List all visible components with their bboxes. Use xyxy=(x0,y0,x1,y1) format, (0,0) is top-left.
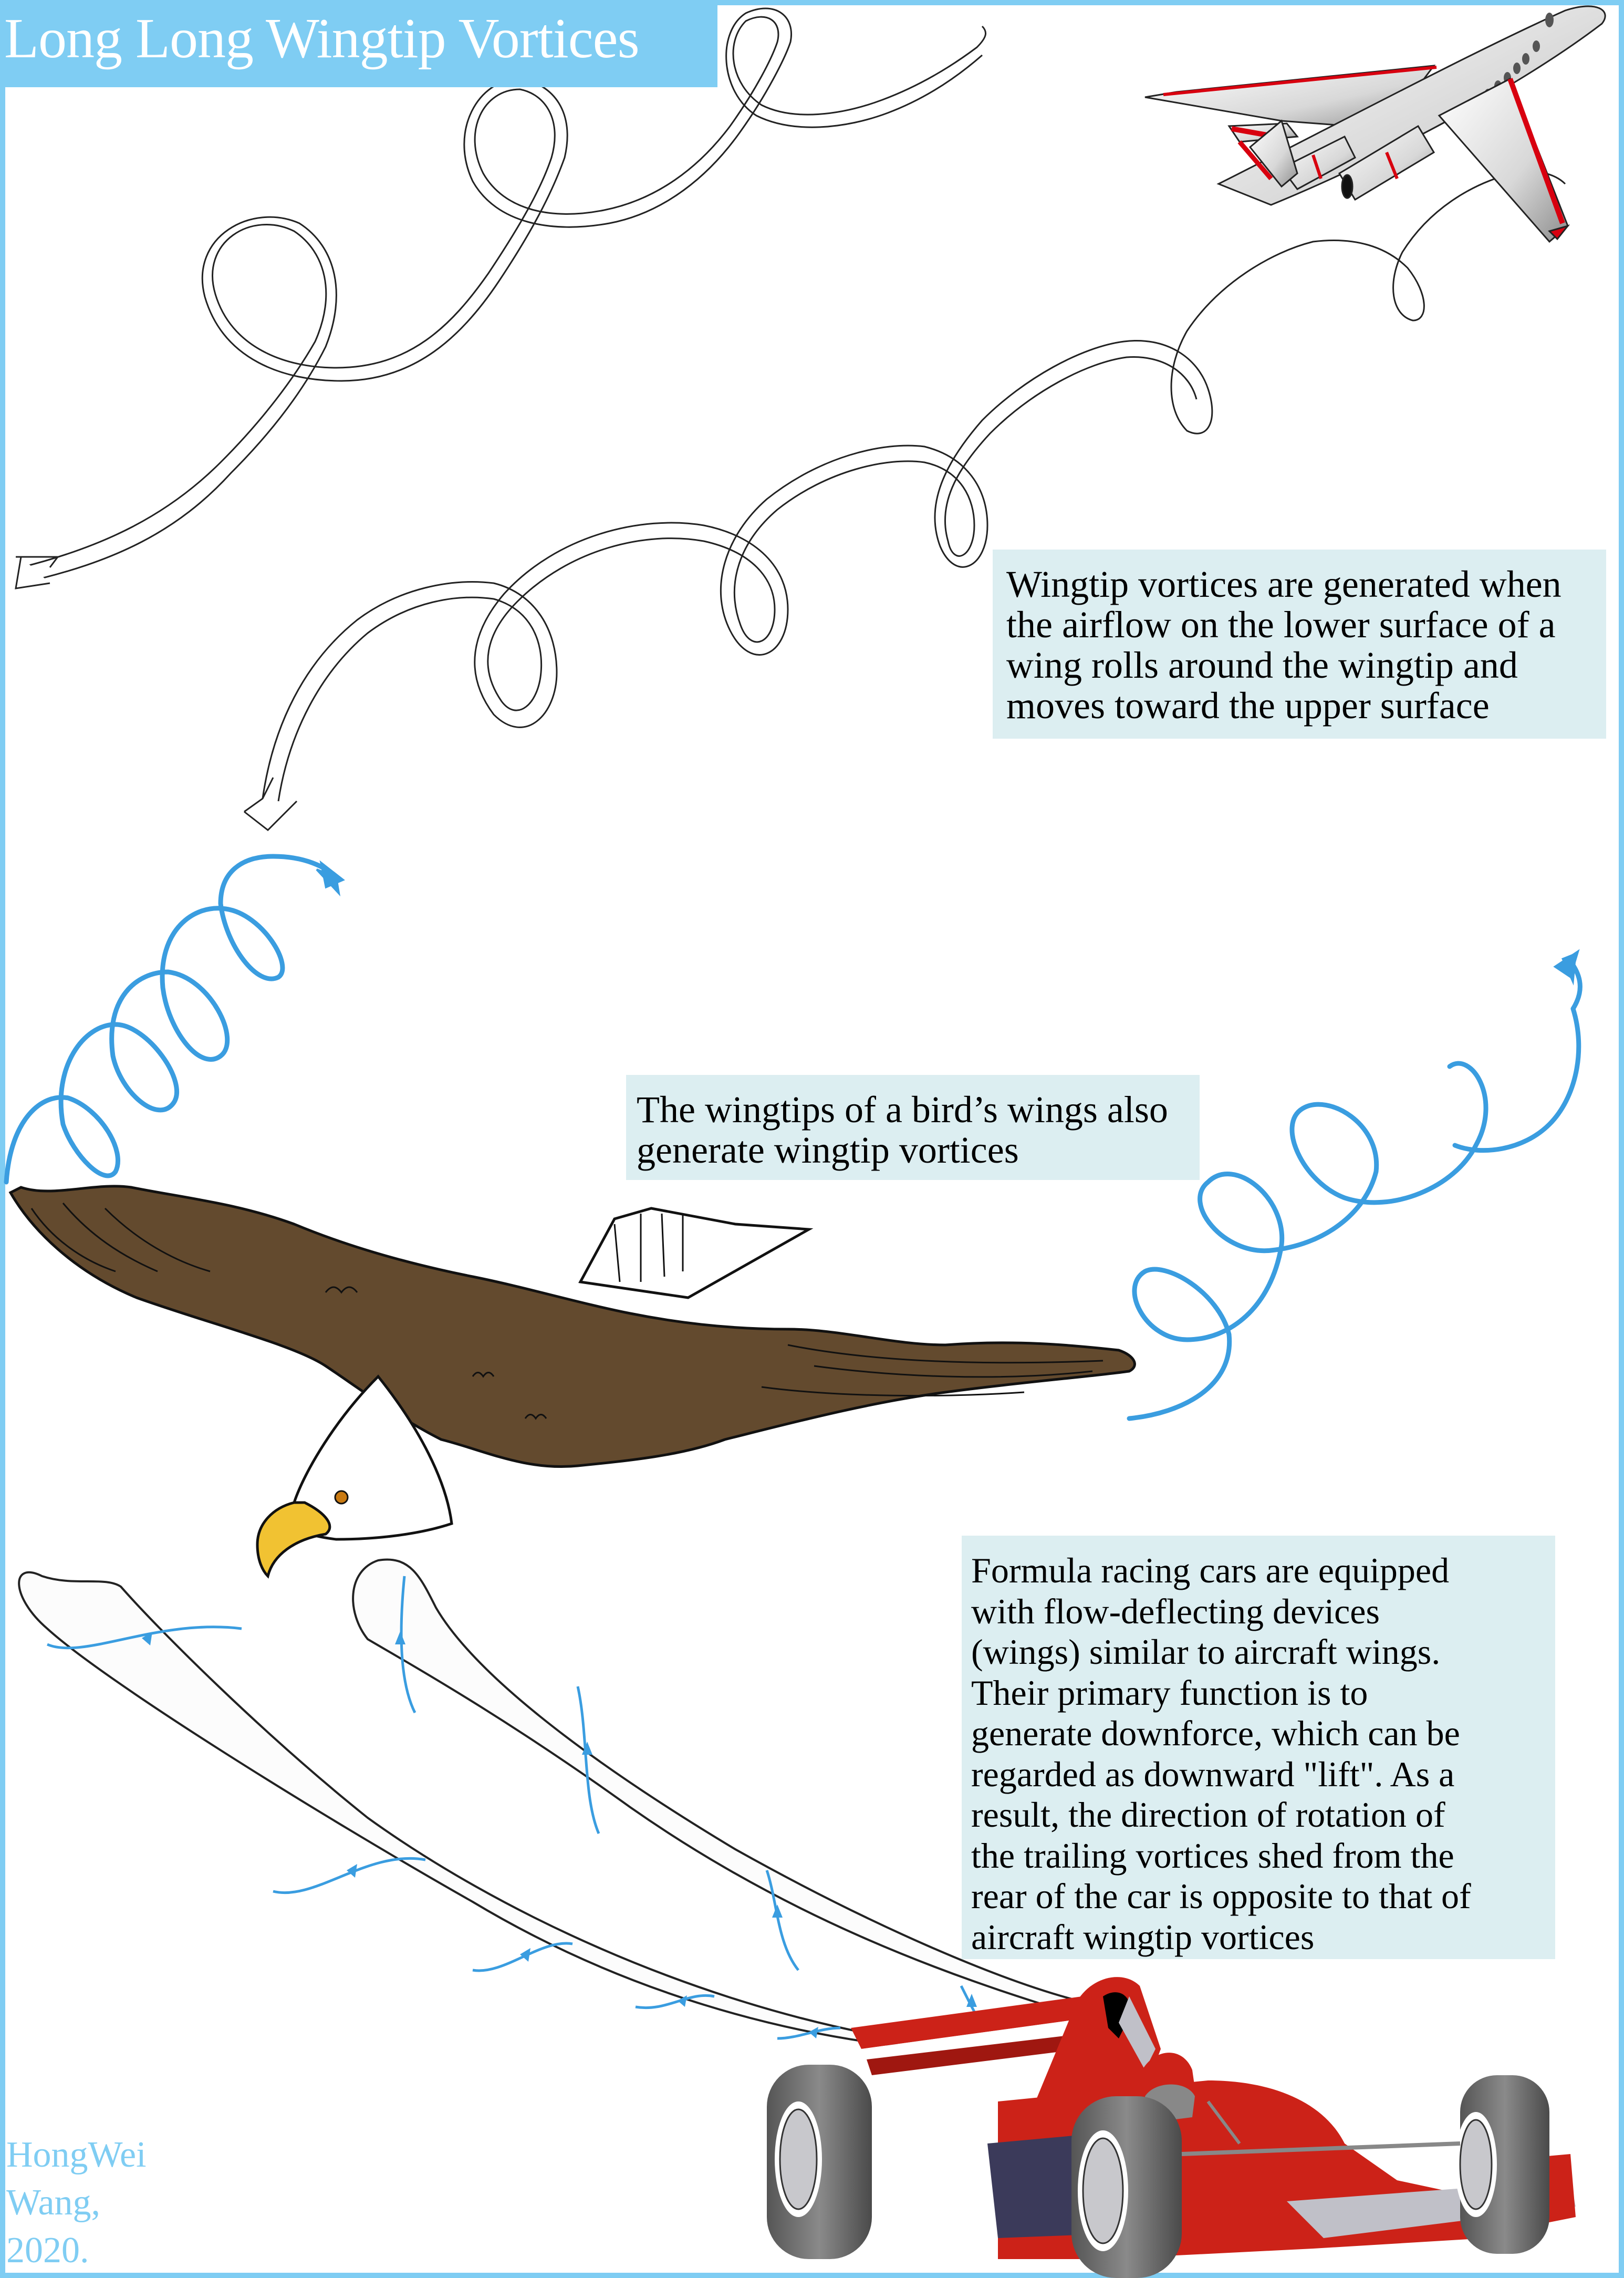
caption-line: regarded as downward "lift". As a xyxy=(971,1754,1455,1794)
caption-line: rear of the car is opposite to that of xyxy=(971,1876,1471,1916)
bird-vortex-left-spiral xyxy=(6,856,344,1182)
bird-vortex-right-spiral xyxy=(1129,951,1580,1418)
caption-line: Formula racing cars are equipped xyxy=(971,1550,1450,1590)
caption-line: moves toward the upper surface xyxy=(1006,685,1490,727)
racecar-vortex-caption xyxy=(962,1536,1555,1959)
caption-line: aircraft wingtip vortices xyxy=(971,1917,1315,1957)
bird-vortex-caption xyxy=(626,1075,1200,1180)
aircraft-vortex-upper-ribbon xyxy=(16,8,986,588)
caption-line: with flow-deflecting devices xyxy=(971,1591,1380,1631)
page-title: Long Long Wingtip Vortices xyxy=(4,7,639,70)
caption-line: Their primary function is to xyxy=(971,1672,1368,1713)
caption-line: the trailing vortices shed from the xyxy=(971,1835,1454,1876)
caption-line: the airflow on the lower surface of a xyxy=(1006,604,1556,646)
bald-eagle xyxy=(11,1186,1134,1576)
aircraft-vortex-caption xyxy=(993,550,1606,739)
caption-line: generate wingtip vortices xyxy=(637,1129,1019,1171)
credit-line: Wang, xyxy=(6,2182,101,2223)
credit-line: HongWei xyxy=(6,2135,147,2175)
formula-racing-car xyxy=(767,1977,1576,2278)
streamline-arrowheads xyxy=(142,1631,977,2038)
jet-aircraft xyxy=(1145,6,1605,242)
caption-line: generate downforce, which can be xyxy=(971,1713,1460,1753)
caption-line: result, the direction of rotation of xyxy=(971,1795,1445,1835)
caption-line: The wingtips of a bird’s wings also xyxy=(637,1089,1168,1131)
author-credit xyxy=(6,2131,147,2274)
caption-line: (wings) similar to aircraft wings. xyxy=(971,1632,1441,1672)
racecar-vortex-streamlines xyxy=(47,1576,982,2038)
title-banner xyxy=(0,0,717,87)
caption-line: Wingtip vortices are generated when xyxy=(1006,563,1561,605)
credit-line: 2020. xyxy=(6,2230,89,2271)
caption-line: wing rolls around the wingtip and xyxy=(1006,644,1518,686)
